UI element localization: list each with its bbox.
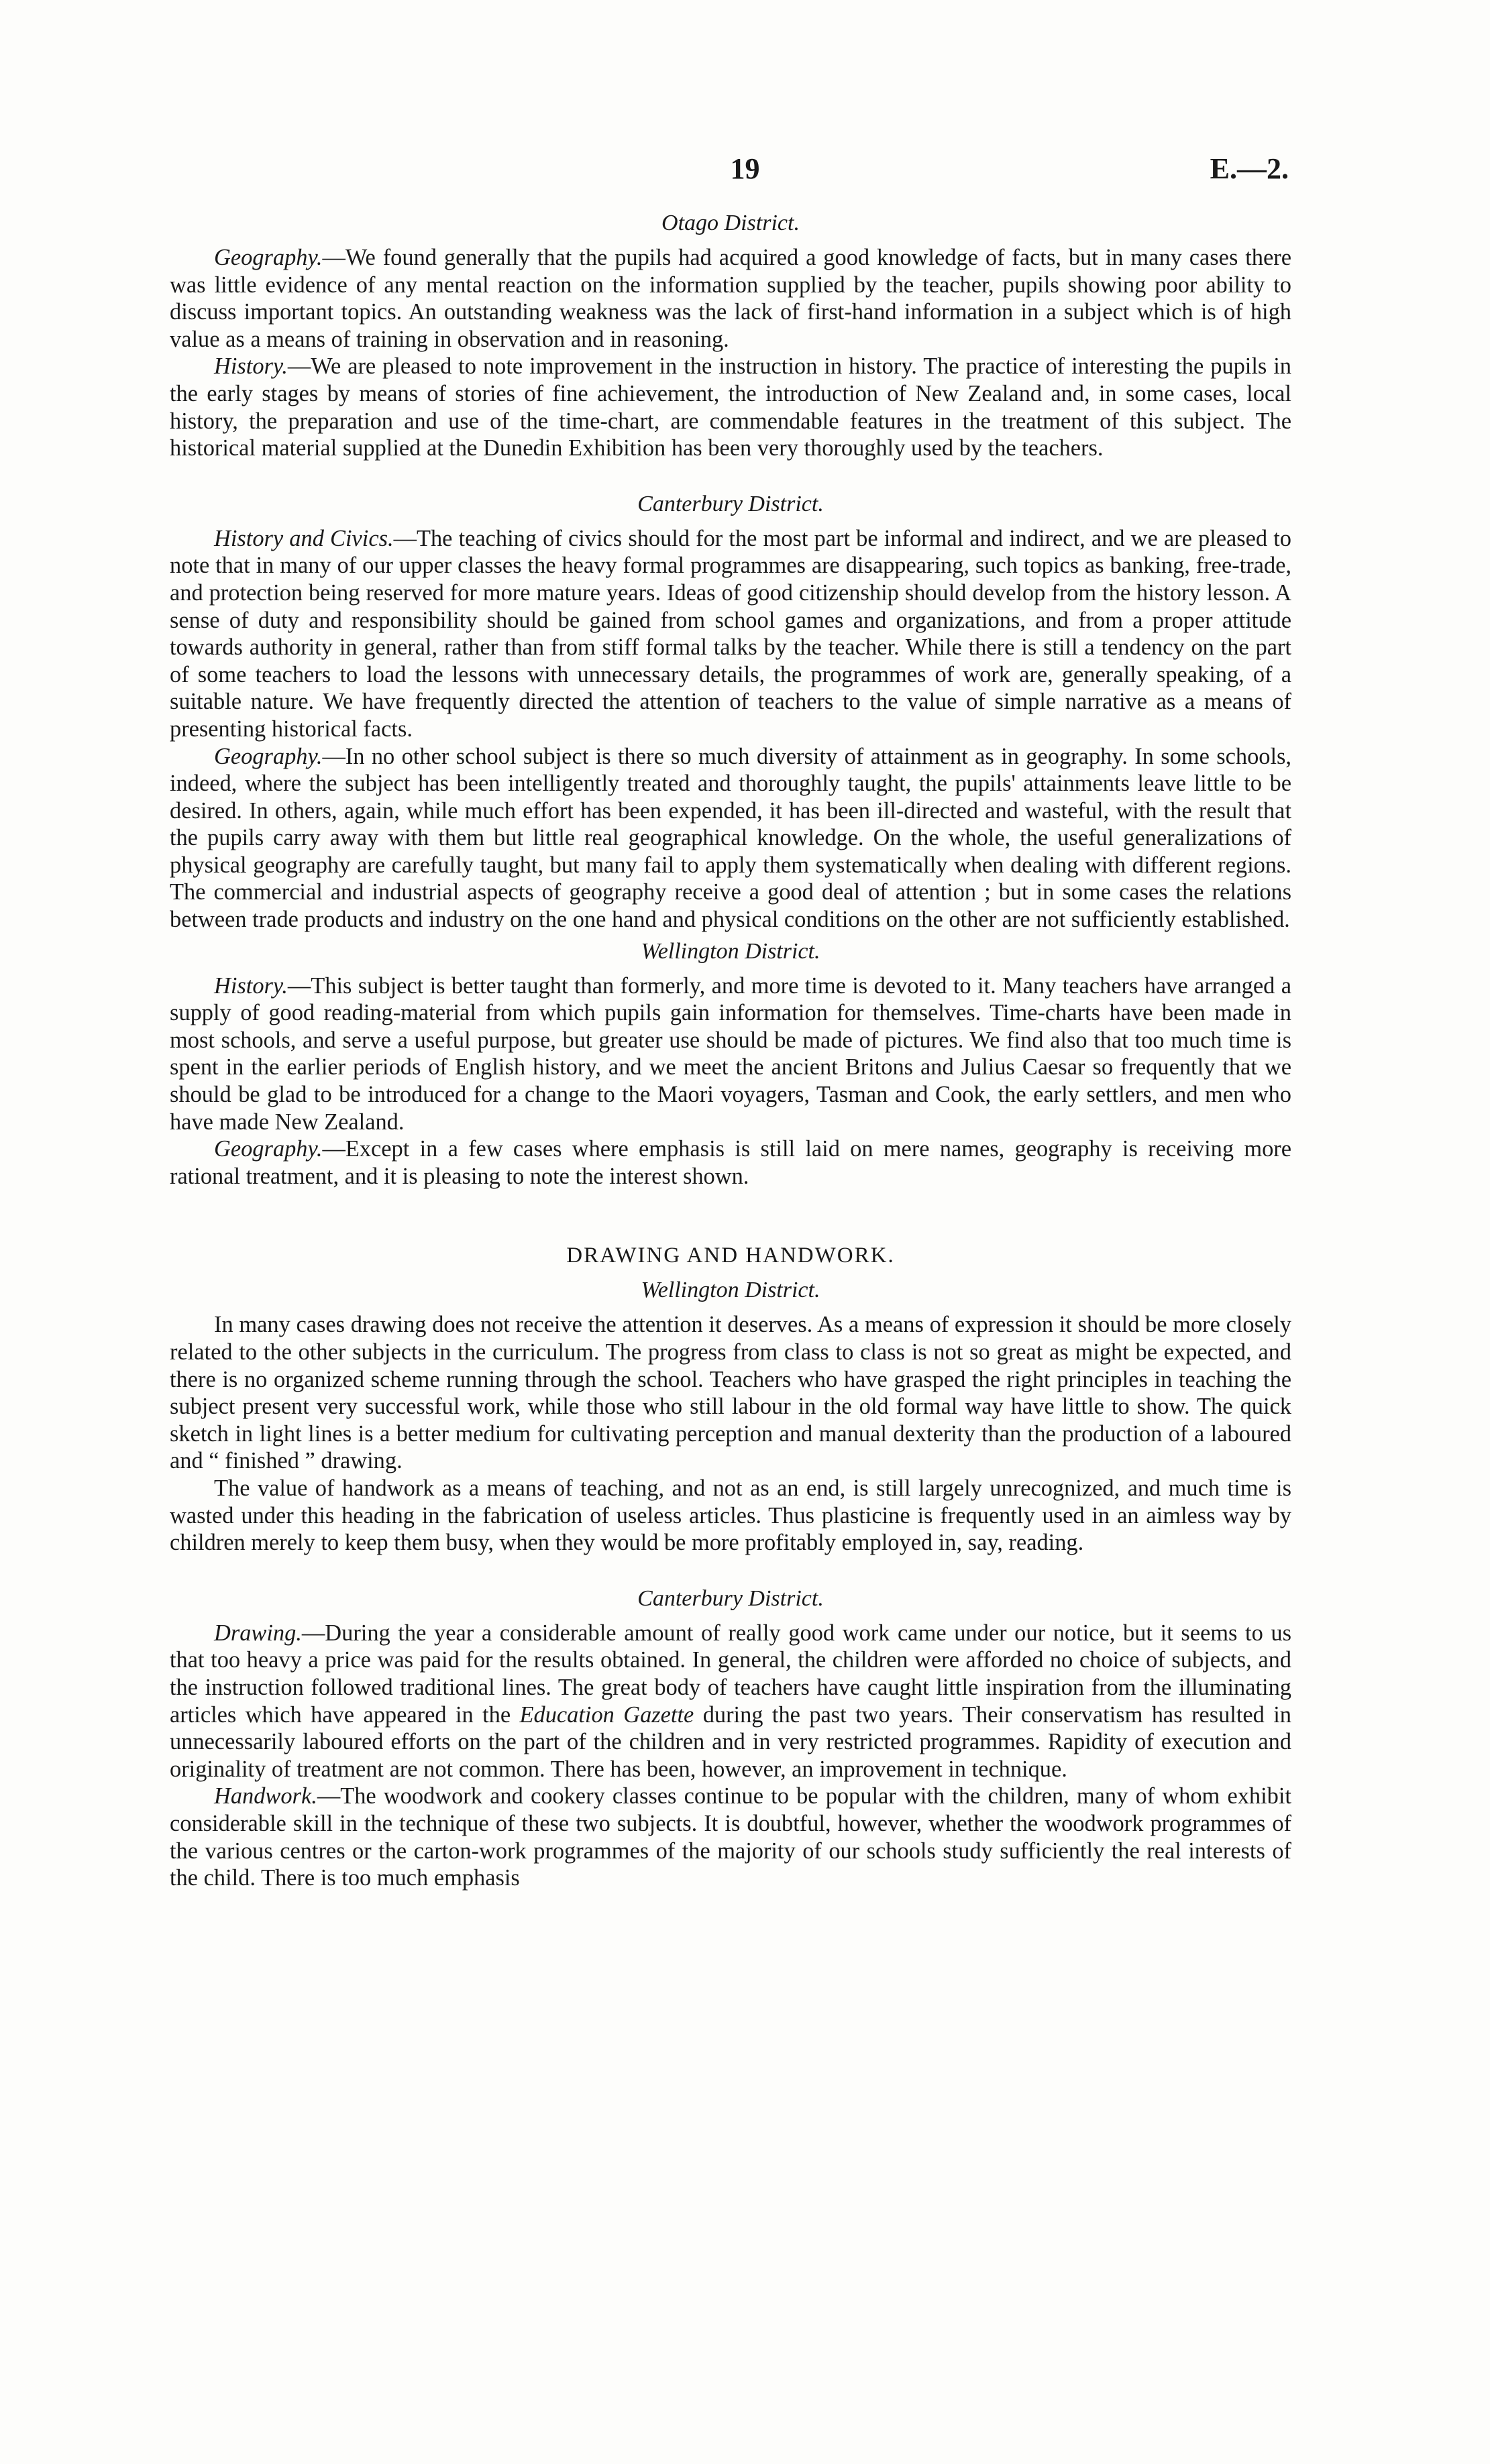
- page-header: [0, 152, 1490, 199]
- paragraph-text: —We found generally that the pupils had acquired a good knowledge of facts, but in many cases there was little evidence of any mental reaction on the information supplied by the teacher, pupils showing poor ability to discuss important topics. An outstanding weakness was the lack of first-hand information in a subject which is of high value as a means of training in observation and in reasoning.: [170, 245, 1291, 352]
- paragraph-canterbury-handwork: [170, 1783, 1291, 1891]
- district-heading-wellington: Wellington District.: [641, 938, 820, 964]
- paragraph-otago-geography: [170, 244, 1291, 353]
- paragraph-canterbury-drawing: [170, 1620, 1291, 1783]
- document-reference: E.—2.: [1210, 152, 1289, 185]
- paragraph-text: —The woodwork and cookery classes continue to be popular with the children, many of whom exhibit considerable skill in the technique of these two subjects. It is doubtful, however, whether the woodwork programmes of the various centres or the carton-work programmes of the majority of our schools study sufficiently the real interests of the child. There is too much emphasis: [170, 1783, 1291, 1891]
- section-heading-drawing-handwork: DRAWING AND HANDWORK.: [566, 1243, 895, 1268]
- paragraph-canterbury-civics: [170, 525, 1291, 743]
- paragraph-wellington-drawing: In many cases drawing does not receive the attention it deserves. As a means of expression it should be more closely related to the other subjects in the curriculum. The progress from class to class is not so great as might be expected, and there is no organized scheme running through the school. Teachers who have grasped the right principles in teaching the subject present very successful work, while those who still labour in the old formal way have little to show. The quick sketch in light lines is a better medium for cultivating perception and manual dexterity than the production of a laboured and “ finished ” drawing.: [170, 1312, 1291, 1474]
- publication-title: Education Gazette: [519, 1701, 694, 1728]
- paragraph-text: —Except in a few cases where emphasis is still laid on mere names, geography is receiving more rational treatment, and it is pleasing to note the interest shown.: [170, 1136, 1291, 1189]
- paragraph-text: during the past two years. Their conservatism has resulted in unnecessarily laboured efforts on the part of the children and in very restricted programmes. Rapidity of execution and originality of treatment are not common. There has been, however, an improvement in technique.: [170, 1701, 1291, 1782]
- paragraph-wellington-history: [170, 972, 1291, 1136]
- paragraph-text: —This subject is better taught than formerly, and more time is devoted to it. Many teachers have arranged a supply of good reading-material from which pupils gain information for themselves. Time-charts have been made in most schools, and serve a useful purpose, but greater use should be made of pictures. We find also that too much time is spent in the earlier periods of English history, and we meet the ancient Britons and Julius Caesar so frequently that we should be glad to be introduced for a change to the Maori voyagers, Tasman and Cook, the early settlers, and men who have made New Zealand.: [170, 972, 1291, 1135]
- paragraph-lead: Geography.: [214, 743, 323, 769]
- paragraph-wellington-handwork: The value of handwork as a means of teaching, and not as an end, is still largely unrecognized, and much time is wasted under this heading in the fabrication of useless articles. Thus plasticine is frequently used in an aimless way by children merely to keep them busy, when they would be more profitably employed in, say, reading.: [170, 1475, 1291, 1556]
- paragraph-text: —In no other school subject is there so much diversity of attainment as in geography. In some schools, indeed, where the subject has been intelligently treated and thoroughly taught, the pupils' attainments leave little to be desired. In others, again, while much effort has been expended, it has been ill-directed and wasteful, with the result that the pupils carry away with them but little real geographical knowledge. On the whole, the useful generalizations of physical geography are carefully taught, but many fail to apply them systematically when dealing with different regions. The commercial and industrial aspects of geography receive a good deal of attention ; but in some cases the relations between trade products and industry on the one hand and physical conditions on the other are not sufficiently established.: [170, 743, 1291, 933]
- paragraph-lead: History.: [214, 972, 288, 999]
- paragraph-lead: Drawing.: [214, 1620, 302, 1646]
- page-number: 19: [730, 152, 760, 185]
- paragraph-text: —The teaching of civics should for the most part be informal and indirect, and we are pleased to note that in many of our upper classes the heavy formal programmes are disappearing, such topics as banking, free-trade, and protection being reserved for more mature years. Ideas of good citizenship should develop from the history lesson. A sense of duty and responsibility should be gained from school games and organizations, and from a proper attitude towards authority in general, rather than from stiff formal talks by the teacher. While there is still a tendency on the part of some teachers to load the lessons with unnecessary details, the programmes of work are, generally speaking, of a suitable nature. We have frequently directed the attention of teachers to the value of simple narrative as a means of presenting historical facts.: [170, 525, 1291, 742]
- paragraph-lead: Geography.: [214, 1136, 323, 1162]
- page-body: [170, 205, 1291, 1892]
- paragraph-lead: History and Civics.: [214, 525, 394, 551]
- paragraph-lead: Handwork.: [214, 1783, 317, 1809]
- district-heading-canterbury-drawing: Canterbury District.: [637, 1585, 824, 1611]
- district-heading-wellington-drawing: Wellington District.: [641, 1278, 820, 1303]
- paragraph-wellington-geography: [170, 1135, 1291, 1190]
- paragraph-lead: Geography.: [214, 245, 323, 270]
- paragraph-otago-history: [170, 353, 1291, 461]
- district-heading-otago: Otago District.: [661, 211, 800, 235]
- district-heading-canterbury: Canterbury District.: [637, 491, 824, 516]
- paragraph-text: —During the year a considerable amount of really good work came under our notice, but it seems to us that too heavy a price was paid for the results obtained. In general, the children were afforded no choice of subjects, and the instruction followed traditional lines. The great body of teachers have caught little inspiration from the illuminating articles which have appeared in the: [170, 1620, 1291, 1728]
- paragraph-canterbury-geography: [170, 743, 1291, 934]
- paragraph-lead: History.: [214, 353, 288, 380]
- paragraph-text: —We are pleased to note improvement in the instruction in history. The practice of interesting the pupils in the early stages by means of stories of fine achievement, the introduction of New Zealand and, in some cases, local history, the preparation and use of the time-chart, are commendable features in the treatment of this subject. The historical material supplied at the Dunedin Exhibition has been very thoroughly used by the teachers.: [170, 353, 1291, 461]
